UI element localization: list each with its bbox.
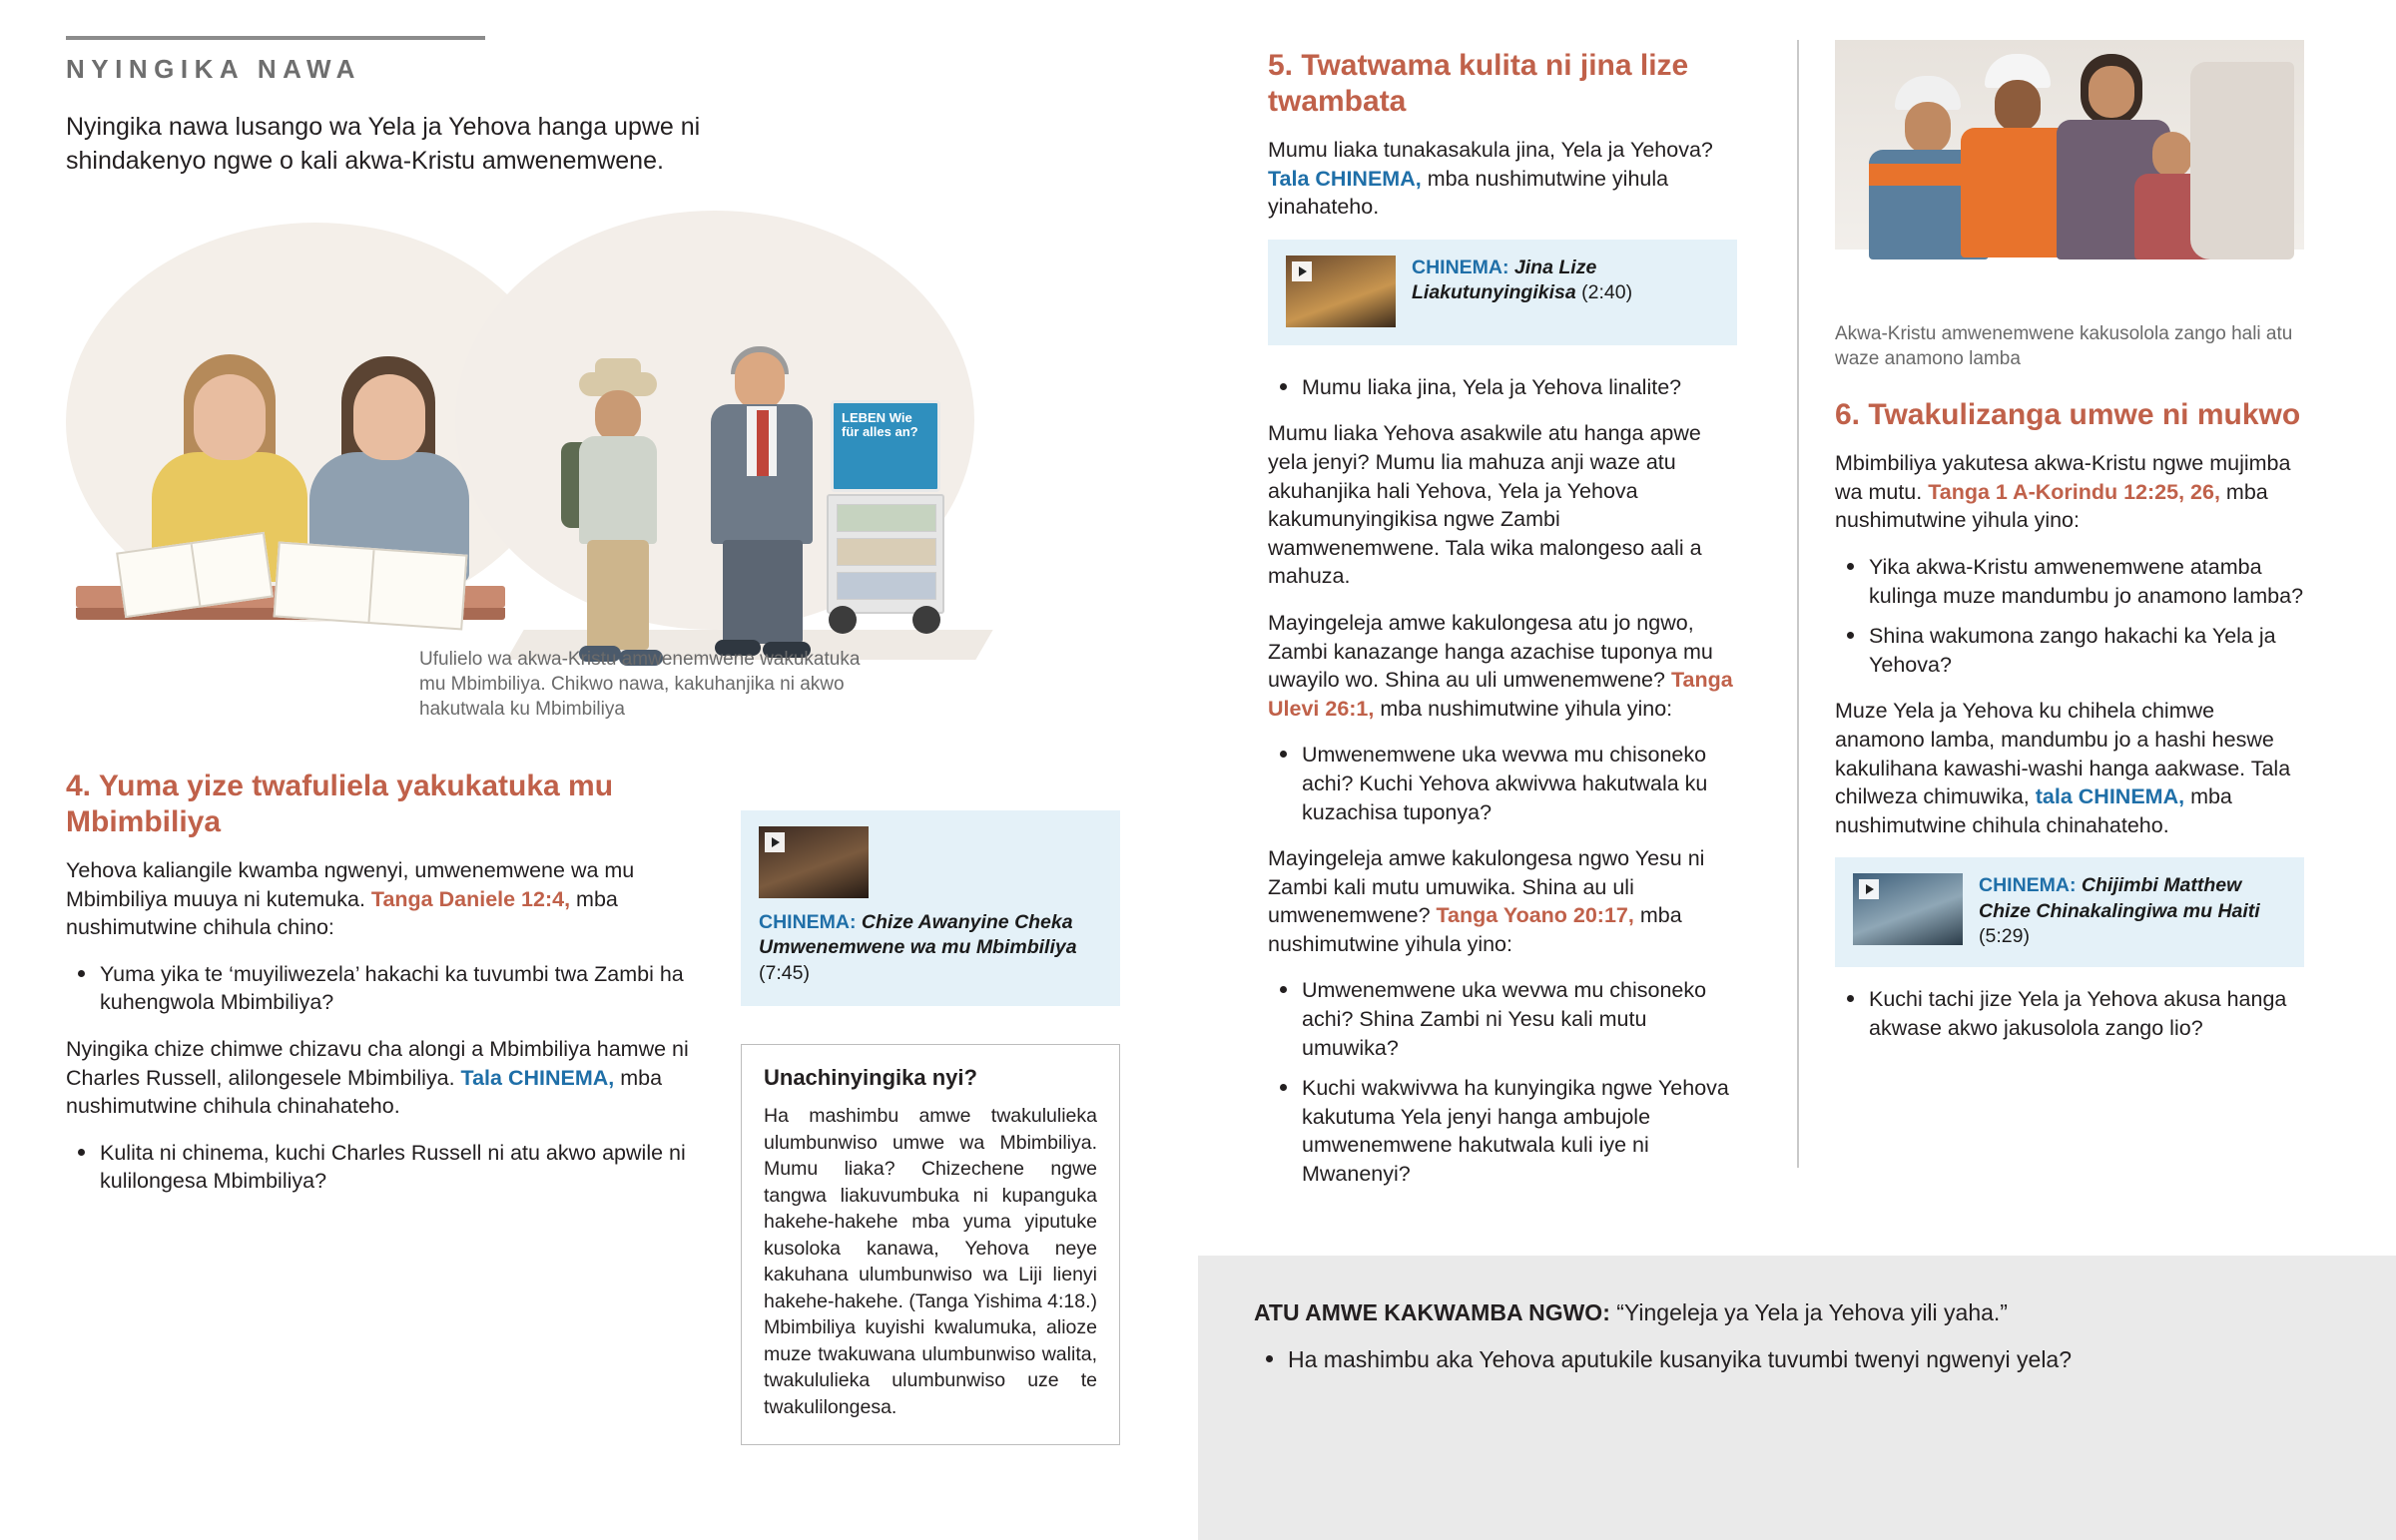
list-item: Kuchi wakwivwa ha kunyingika ngwe Yehova kakutuma Yela jenyi hanga ambujole umwenemwene hakutwala kuli iye ni Mwanenyi? bbox=[1302, 1074, 1737, 1188]
did-you-know-box bbox=[741, 1044, 1120, 1445]
play-icon[interactable] bbox=[1292, 261, 1312, 281]
lede-text: Nyingika nawa lusango wa Yela ja Yehova hanga upwe ni shindakenyo ngwe o kali akwa-Kristu amwenemwene. bbox=[66, 113, 701, 175]
section-5-question-list-1 bbox=[1268, 373, 1737, 402]
video-card-name-known[interactable] bbox=[1268, 240, 1737, 345]
section-5-paragraph-3 bbox=[1268, 609, 1737, 723]
illustration-caption: Ufulielo wa akwa-Kristu amwenemwene wakukatuka mu Mbimbiliya. Chikwo nawa, kakuhanjika ni akwo hakutwala ku Mbimbiliya bbox=[419, 649, 861, 721]
section-4-question-list-1 bbox=[66, 960, 705, 1017]
relief-head-1 bbox=[1905, 102, 1951, 154]
s4-p1-scripture-ref: Tanga Daniele 12:4, bbox=[370, 886, 571, 911]
video-caption bbox=[1979, 873, 2286, 949]
relief-blanket bbox=[2190, 62, 2294, 259]
left-column bbox=[66, 36, 1159, 670]
s6-p2-post: mba nushimutwine chihula chinahateho. bbox=[1835, 784, 2232, 837]
video-title: Chijimbi Matthew Chize Chinakalingiwa mu Haiti bbox=[1979, 874, 2260, 922]
kicker-label: NYINGIKA NAWA bbox=[66, 54, 361, 84]
video-title: Chize Awanyine Cheka Umwenemwene wa mu Mbimbiliya bbox=[759, 911, 1077, 959]
section-6-question-list-2 bbox=[1835, 985, 2304, 1042]
banner-lead-label: ATU AMWE KAKWAMBA NGWO: bbox=[1254, 1299, 1610, 1325]
s6-video-link[interactable]: tala CHINEMA, bbox=[2035, 784, 2185, 809]
s5-p1-post: mba nushimutwine yihula yinahateho. bbox=[1268, 166, 1669, 220]
s5-p3-post: mba nushimutwine yihula yino: bbox=[1380, 696, 1673, 721]
s5-p1: Mumu liaka tunakasakula jina, Yela ja Yehova? bbox=[1268, 138, 1713, 162]
list-item: Kulita ni chinema, kuchi Charles Russell ni atu akwo apwile ni kulilongesa Mbimbiliya? bbox=[100, 1139, 705, 1196]
literature-cart bbox=[821, 400, 950, 630]
section-6 bbox=[1835, 40, 2304, 1061]
s4-p2-pre: Nyingika chize chimwe chizavu cha alongi a Mbimbiliya hamwe ni Charles Russell, alilongesele Mbimbiliya. bbox=[66, 1036, 689, 1090]
cart-sign-text: LEBEN Wie für alles an? bbox=[831, 400, 940, 492]
video-thumbnail[interactable] bbox=[1286, 256, 1396, 327]
objection-banner bbox=[1198, 1256, 2396, 1540]
section-5 bbox=[1268, 48, 1737, 1207]
video-card-bible-truth[interactable] bbox=[741, 810, 1120, 1006]
list-item: Umwenemwene uka wevwa mu chisoneko achi? Kuchi Yehova akwivwa hakutwala ku kuzachisa tuponya? bbox=[1302, 741, 1737, 826]
relief-head-2 bbox=[1995, 80, 2041, 132]
illustration-group bbox=[66, 201, 1159, 670]
kicker-rule bbox=[66, 36, 485, 40]
column-divider bbox=[1797, 40, 1799, 1168]
section-5-paragraph-4 bbox=[1268, 844, 1737, 958]
section-6-paragraph-2 bbox=[1835, 697, 2304, 839]
banner-question-list bbox=[1254, 1344, 2340, 1375]
video-thumbnail[interactable] bbox=[1853, 873, 1963, 945]
section-6-paragraph-1 bbox=[1835, 449, 2304, 535]
s6-p2-pre: Muze Yela ja Yehova ku chihela chimwe anamono lamba, mandumbu jo a hashi heswe kakulihana kawashi-washi hanga aakwase. Tala chilweza chimuwika, bbox=[1835, 699, 2291, 809]
section-4-heading: 4. Yuma yize twafuliela yakukatuka mu Mbimbiliya bbox=[66, 770, 614, 838]
section-4-paragraph-2 bbox=[66, 1035, 705, 1121]
banner-lead-quote: “Yingeleja ya Yela ja Yehova yili yaha.” bbox=[1616, 1299, 2008, 1325]
s5-p3-scripture-ref: Tanga Ulevi 26:1, bbox=[1268, 668, 1733, 721]
section-6-question-list-1 bbox=[1835, 553, 2304, 679]
list-item: Umwenemwene uka wevwa mu chisoneko achi? Shina Zambi ni Yesu kali mutu umuwika? bbox=[1302, 976, 1737, 1062]
illustration-street-witnessing bbox=[535, 312, 974, 662]
video-title: Jina Lize Liakutunyingikisa bbox=[1412, 256, 1597, 304]
illustration-relief-work bbox=[1835, 40, 2304, 309]
banner-lead bbox=[1254, 1297, 2340, 1328]
section-4 bbox=[66, 769, 705, 1214]
video-caption bbox=[759, 910, 1102, 986]
video-label: CHINEMA: bbox=[759, 911, 857, 933]
section-5-question-list-3 bbox=[1268, 976, 1737, 1188]
s5-p4-post: mba nushimutwine yihula yino: bbox=[1268, 903, 1682, 956]
list-item: Yika akwa-Kristu amwenemwene atamba kulinga muze mandumbu jo anamono lamba? bbox=[1869, 553, 2304, 610]
illustration-bible-study bbox=[76, 340, 545, 640]
open-book-right bbox=[274, 541, 468, 630]
s6-p1-post: mba nushimutwine yihula yino: bbox=[1835, 479, 2268, 533]
s6-p1-pre: Mbimbiliya yakutesa akwa-Kristu ngwe mujimba wa mutu. bbox=[1835, 451, 2291, 504]
s4-p1-post: mba nushimutwine chihula chino: bbox=[66, 886, 618, 940]
did-you-know-title: Unachinyingika nyi? bbox=[764, 1065, 977, 1090]
video-thumbnail[interactable] bbox=[759, 826, 869, 898]
s5-video-link[interactable]: Tala CHINEMA, bbox=[1268, 166, 1422, 191]
relief-head-3 bbox=[2089, 66, 2134, 118]
play-icon[interactable] bbox=[1859, 879, 1879, 899]
s4-p1-pre: Yehova kaliangile kwamba ngwenyi, umwenemwene wa mu Mbimbiliya muuya ni kutemuka. bbox=[66, 858, 635, 911]
s4-p2-post: mba nushimutwine chihula chinahateho. bbox=[66, 1065, 663, 1119]
video-duration: (5:29) bbox=[1979, 924, 2030, 947]
did-you-know-text: Ha mashimbu amwe twakululieka ulumbunwiso umwe wa Mbimbiliya. Mumu liaka? Chizechene ngwe tangwa liakuvumbuka ni kupanguka hakehe-hakehe mba yuma yiputuke kusoloka kanawa, Yehova neye kakuhana ulumbunwiso wa Liji lienyi hakehe-hakehe. (Tanga Yishima 4:18.) Mbimbiliya kuyishi kwalumuka, alioze muze twakuwana ulumbunwiso walita, twakululieka ulumbunwiso uze te twakulilongesa. bbox=[764, 1105, 1097, 1418]
s4-video-link[interactable]: Tala CHINEMA, bbox=[460, 1065, 615, 1090]
video-duration: (7:45) bbox=[759, 961, 810, 984]
list-item: Mumu liaka jina, Yela ja Yehova linalite? bbox=[1302, 373, 1737, 402]
video-duration: (2:40) bbox=[1581, 281, 1633, 304]
section-5-heading: 5. Twatwama kulita ni jina lize twambata bbox=[1268, 49, 1689, 118]
section-4-question-list-2 bbox=[66, 1139, 705, 1196]
list-item: Shina wakumona zango hakachi ka Yela ja Yehova? bbox=[1869, 622, 2304, 679]
section-4-paragraph-1 bbox=[66, 856, 705, 942]
s5-p3-pre: Mayingeleja amwe kakulongesa atu jo ngwo, Zambi kanazange hanga azachise tuponya mu uwayilo wo. Shina au uli umwenemwene? bbox=[1268, 610, 1713, 693]
relief-head-child bbox=[2152, 132, 2192, 178]
list-item: Kuchi tachi jize Yela ja Yehova akusa hanga akwase akwo jakusolola zango lio? bbox=[1869, 985, 2304, 1042]
s5-p4-scripture-ref: Tanga Yoano 20:17, bbox=[1436, 903, 1634, 928]
section-5-question-list-2 bbox=[1268, 741, 1737, 826]
video-label: CHINEMA: bbox=[1979, 874, 2077, 897]
video-label: CHINEMA: bbox=[1412, 256, 1509, 278]
video-caption bbox=[1412, 256, 1719, 306]
play-icon[interactable] bbox=[765, 832, 785, 852]
s5-p4-pre: Mayingeleja amwe kakulongesa ngwo Yesu ni Zambi kali mutu umuwika. Shina au uli umwenemwene? bbox=[1268, 846, 1705, 928]
video-card-haiti[interactable] bbox=[1835, 857, 2304, 967]
list-item: Ha mashimbu aka Yehova aputukile kusanyika tuvumbi twenyi ngwenyi yela? bbox=[1288, 1344, 2340, 1375]
list-item: Yuma yika te ‘muyiliwezela’ hakachi ka tuvumbi twa Zambi ha kuhengwola Mbimbiliya? bbox=[100, 960, 705, 1017]
section-6-heading: 6. Twakulizanga umwe ni mukwo bbox=[1835, 398, 2301, 432]
relief-caption: Akwa-Kristu amwenemwene kakusolola zango hali atu waze anamono lamba bbox=[1835, 323, 2293, 370]
section-5-paragraph-1 bbox=[1268, 136, 1737, 222]
s6-p1-scripture-ref: Tanga 1 A-Korindu 12:25, 26, bbox=[1928, 479, 2220, 504]
section-5-paragraph-2: Mumu liaka Yehova asakwile atu hanga apwe yela jenyi? Mumu lia mahuza anji waze atu akuhanjika hali Yehova, Yela ja Yehova kakumunyingikisa ngwe Zambi wamwenemwene. Tala wika malongeso aali a mahuza. bbox=[1268, 421, 1702, 589]
